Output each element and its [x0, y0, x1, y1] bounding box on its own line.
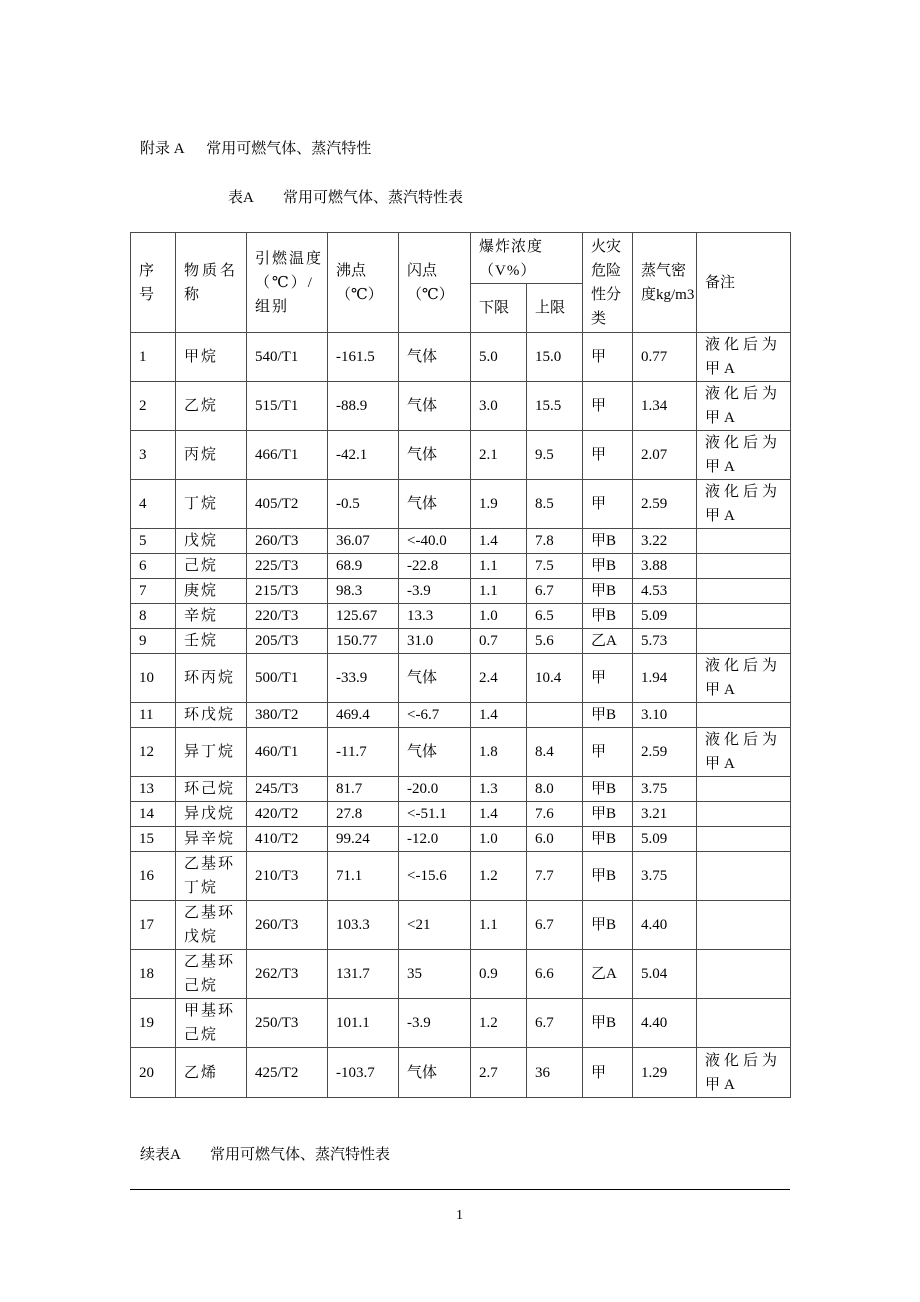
- header-upper: 上限: [527, 284, 583, 333]
- flammable-gas-table: [130, 232, 791, 1098]
- table-row: [131, 554, 791, 579]
- cell-ignition: 425/T2: [247, 1048, 328, 1098]
- cell-ignition: 500/T1: [247, 654, 328, 703]
- cell-upper: 7.8: [527, 529, 583, 554]
- footer-divider: [130, 1189, 790, 1190]
- cell-flash: 31.0: [399, 629, 471, 654]
- cell-note: [697, 629, 791, 654]
- cell-lower: 1.3: [471, 777, 527, 802]
- cell-upper: 6.7: [527, 579, 583, 604]
- cell-ignition: 540/T1: [247, 333, 328, 382]
- cell-lower: 1.4: [471, 703, 527, 728]
- cell-lower: 2.1: [471, 431, 527, 480]
- cell-lower: 1.1: [471, 554, 527, 579]
- cell-hazard: 甲: [583, 333, 633, 382]
- cell-boiling: 36.07: [328, 529, 399, 554]
- table-row: [131, 999, 791, 1048]
- cell-name: 丙烷: [176, 431, 247, 480]
- header-explosion: 爆炸浓度（V%）: [471, 233, 583, 284]
- cell-flash: -20.0: [399, 777, 471, 802]
- cell-flash: 气体: [399, 431, 471, 480]
- cell-flash: 气体: [399, 480, 471, 529]
- cell-hazard: 甲B: [583, 579, 633, 604]
- cell-ignition: 205/T3: [247, 629, 328, 654]
- cell-ignition: 405/T2: [247, 480, 328, 529]
- cell-note: [697, 852, 791, 901]
- cell-boiling: 103.3: [328, 901, 399, 950]
- cell-ignition: 420/T2: [247, 802, 328, 827]
- cell-lower: 1.9: [471, 480, 527, 529]
- page-number: 1: [456, 1208, 463, 1223]
- table-row: [131, 852, 791, 901]
- cell-lower: 3.0: [471, 382, 527, 431]
- cell-boiling: 98.3: [328, 579, 399, 604]
- table-row: [131, 333, 791, 382]
- cell-note: 液化后为甲A: [697, 382, 791, 431]
- cell-upper: 6.5: [527, 604, 583, 629]
- cell-hazard: 甲B: [583, 827, 633, 852]
- table-row: [131, 728, 791, 777]
- cell-hazard: 甲: [583, 654, 633, 703]
- cell-no: 15: [131, 827, 176, 852]
- cell-no: 11: [131, 703, 176, 728]
- cell-name: 庚烷: [176, 579, 247, 604]
- cell-note: [697, 604, 791, 629]
- cell-note: [697, 999, 791, 1048]
- cell-upper: 5.6: [527, 629, 583, 654]
- cell-hazard: 甲B: [583, 999, 633, 1048]
- cell-hazard: 甲B: [583, 703, 633, 728]
- cell-name: 丁烷: [176, 480, 247, 529]
- cell-density: 4.53: [633, 579, 697, 604]
- cell-hazard: 乙A: [583, 950, 633, 999]
- table-row: [131, 777, 791, 802]
- cell-ignition: 260/T3: [247, 901, 328, 950]
- table-row: [131, 629, 791, 654]
- cell-lower: 1.4: [471, 529, 527, 554]
- table-row: [131, 901, 791, 950]
- header-note: 备注: [697, 233, 791, 333]
- table-title: 表A 常用可燃气体、蒸汽特性表: [228, 190, 464, 206]
- cell-flash: -22.8: [399, 554, 471, 579]
- cell-no: 20: [131, 1048, 176, 1098]
- cell-flash: -3.9: [399, 579, 471, 604]
- cell-ignition: 260/T3: [247, 529, 328, 554]
- cell-upper: 6.6: [527, 950, 583, 999]
- header-name: 物质名称: [176, 233, 247, 333]
- cell-lower: 1.1: [471, 901, 527, 950]
- cell-ignition: 225/T3: [247, 554, 328, 579]
- cell-note: 液化后为甲A: [697, 480, 791, 529]
- cell-upper: 7.6: [527, 802, 583, 827]
- cell-ignition: 380/T2: [247, 703, 328, 728]
- cell-hazard: 甲: [583, 728, 633, 777]
- table-row: [131, 604, 791, 629]
- cell-hazard: 甲: [583, 480, 633, 529]
- cell-name: 辛烷: [176, 604, 247, 629]
- header-no: 序号: [131, 233, 176, 333]
- cell-lower: 1.0: [471, 827, 527, 852]
- cell-no: 13: [131, 777, 176, 802]
- cell-name: 甲烷: [176, 333, 247, 382]
- cell-lower: 5.0: [471, 333, 527, 382]
- cell-lower: 1.8: [471, 728, 527, 777]
- cell-boiling: 101.1: [328, 999, 399, 1048]
- cell-lower: 2.7: [471, 1048, 527, 1098]
- cell-note: 液化后为甲A: [697, 333, 791, 382]
- cell-hazard: 甲: [583, 1048, 633, 1098]
- header-ignition: 引燃温度（℃）/组别: [247, 233, 328, 333]
- cell-lower: 0.7: [471, 629, 527, 654]
- cell-no: 4: [131, 480, 176, 529]
- cell-note: [697, 777, 791, 802]
- cell-upper: 8.0: [527, 777, 583, 802]
- cell-density: 1.29: [633, 1048, 697, 1098]
- cell-ignition: 245/T3: [247, 777, 328, 802]
- cell-lower: 1.2: [471, 852, 527, 901]
- cell-flash: 气体: [399, 728, 471, 777]
- cell-no: 2: [131, 382, 176, 431]
- table-row: [131, 480, 791, 529]
- continued-table-title: 续表A 常用可燃气体、蒸汽特性表: [140, 1147, 391, 1163]
- cell-name: 异辛烷: [176, 827, 247, 852]
- cell-boiling: 469.4: [328, 703, 399, 728]
- cell-no: 9: [131, 629, 176, 654]
- table-row: [131, 1048, 791, 1098]
- cell-no: 17: [131, 901, 176, 950]
- table-row: [131, 802, 791, 827]
- cell-ignition: 220/T3: [247, 604, 328, 629]
- cell-boiling: 131.7: [328, 950, 399, 999]
- table-row: [131, 579, 791, 604]
- cell-density: 3.88: [633, 554, 697, 579]
- cell-no: 1: [131, 333, 176, 382]
- cell-ignition: 466/T1: [247, 431, 328, 480]
- cell-boiling: -42.1: [328, 431, 399, 480]
- cell-no: 3: [131, 431, 176, 480]
- cell-no: 18: [131, 950, 176, 999]
- cell-no: 5: [131, 529, 176, 554]
- cell-note: [697, 554, 791, 579]
- cell-flash: 气体: [399, 654, 471, 703]
- cell-boiling: 150.77: [328, 629, 399, 654]
- cell-boiling: -0.5: [328, 480, 399, 529]
- cell-boiling: 71.1: [328, 852, 399, 901]
- cell-note: 液化后为甲A: [697, 431, 791, 480]
- cell-upper: 8.5: [527, 480, 583, 529]
- cell-flash: <-51.1: [399, 802, 471, 827]
- cell-name: 异戊烷: [176, 802, 247, 827]
- cell-no: 16: [131, 852, 176, 901]
- cell-name: 环戊烷: [176, 703, 247, 728]
- cell-lower: 1.0: [471, 604, 527, 629]
- cell-density: 3.75: [633, 852, 697, 901]
- cell-boiling: -11.7: [328, 728, 399, 777]
- cell-flash: 气体: [399, 1048, 471, 1098]
- table-row: [131, 950, 791, 999]
- cell-hazard: 甲B: [583, 777, 633, 802]
- cell-boiling: 99.24: [328, 827, 399, 852]
- cell-name: 乙基环戊烷: [176, 901, 247, 950]
- cell-hazard: 甲: [583, 382, 633, 431]
- cell-lower: 0.9: [471, 950, 527, 999]
- cell-density: 2.07: [633, 431, 697, 480]
- header-boiling: 沸点（℃）: [328, 233, 399, 333]
- cell-upper: 7.5: [527, 554, 583, 579]
- cell-hazard: 乙A: [583, 629, 633, 654]
- cell-upper: 10.4: [527, 654, 583, 703]
- cell-density: 3.10: [633, 703, 697, 728]
- cell-upper: 15.0: [527, 333, 583, 382]
- cell-ignition: 460/T1: [247, 728, 328, 777]
- table-row: [131, 382, 791, 431]
- cell-upper: 6.7: [527, 901, 583, 950]
- cell-density: 3.22: [633, 529, 697, 554]
- cell-density: 2.59: [633, 728, 697, 777]
- cell-density: 4.40: [633, 901, 697, 950]
- cell-flash: <-40.0: [399, 529, 471, 554]
- cell-ignition: 250/T3: [247, 999, 328, 1048]
- appendix-heading: 附录 A 常用可燃气体、蒸汽特性: [140, 141, 372, 157]
- cell-note: [697, 950, 791, 999]
- cell-upper: 36: [527, 1048, 583, 1098]
- cell-name: 甲基环己烷: [176, 999, 247, 1048]
- cell-density: 3.21: [633, 802, 697, 827]
- cell-hazard: 甲: [583, 431, 633, 480]
- cell-flash: 气体: [399, 333, 471, 382]
- cell-name: 乙烷: [176, 382, 247, 431]
- header-flash: 闪点（℃）: [399, 233, 471, 333]
- cell-density: 5.09: [633, 827, 697, 852]
- cell-name: 乙烯: [176, 1048, 247, 1098]
- cell-density: 5.09: [633, 604, 697, 629]
- cell-density: 3.75: [633, 777, 697, 802]
- table-row: [131, 529, 791, 554]
- cell-note: 液化后为甲A: [697, 1048, 791, 1098]
- cell-name: 乙基环丁烷: [176, 852, 247, 901]
- cell-boiling: -33.9: [328, 654, 399, 703]
- cell-flash: <21: [399, 901, 471, 950]
- cell-note: [697, 579, 791, 604]
- cell-flash: 13.3: [399, 604, 471, 629]
- cell-name: 乙基环己烷: [176, 950, 247, 999]
- cell-hazard: 甲B: [583, 604, 633, 629]
- cell-upper: 8.4: [527, 728, 583, 777]
- header-density: 蒸气密度kg/m3: [633, 233, 697, 333]
- cell-flash: 35: [399, 950, 471, 999]
- cell-density: 4.40: [633, 999, 697, 1048]
- cell-note: 液化后为甲A: [697, 654, 791, 703]
- cell-boiling: 68.9: [328, 554, 399, 579]
- cell-boiling: 27.8: [328, 802, 399, 827]
- cell-no: 19: [131, 999, 176, 1048]
- cell-flash: -3.9: [399, 999, 471, 1048]
- cell-note: [697, 802, 791, 827]
- cell-name: 环己烷: [176, 777, 247, 802]
- cell-boiling: 81.7: [328, 777, 399, 802]
- cell-upper: 7.7: [527, 852, 583, 901]
- cell-ignition: 210/T3: [247, 852, 328, 901]
- cell-density: 1.34: [633, 382, 697, 431]
- cell-note: [697, 529, 791, 554]
- cell-density: 1.94: [633, 654, 697, 703]
- cell-hazard: 甲B: [583, 529, 633, 554]
- header-lower: 下限: [471, 284, 527, 333]
- cell-density: 5.04: [633, 950, 697, 999]
- cell-ignition: 215/T3: [247, 579, 328, 604]
- table-row: [131, 431, 791, 480]
- cell-upper: 6.0: [527, 827, 583, 852]
- cell-name: 己烷: [176, 554, 247, 579]
- cell-note: [697, 827, 791, 852]
- cell-boiling: -88.9: [328, 382, 399, 431]
- cell-ignition: 262/T3: [247, 950, 328, 999]
- cell-lower: 1.4: [471, 802, 527, 827]
- cell-lower: 2.4: [471, 654, 527, 703]
- cell-upper: 6.7: [527, 999, 583, 1048]
- cell-no: 8: [131, 604, 176, 629]
- cell-ignition: 515/T1: [247, 382, 328, 431]
- cell-note: [697, 703, 791, 728]
- cell-no: 6: [131, 554, 176, 579]
- cell-boiling: -161.5: [328, 333, 399, 382]
- cell-hazard: 甲B: [583, 554, 633, 579]
- cell-note: [697, 901, 791, 950]
- cell-hazard: 甲B: [583, 901, 633, 950]
- cell-hazard: 甲B: [583, 802, 633, 827]
- cell-flash: <-6.7: [399, 703, 471, 728]
- cell-hazard: 甲B: [583, 852, 633, 901]
- cell-lower: 1.1: [471, 579, 527, 604]
- table-row: [131, 827, 791, 852]
- cell-upper: 15.5: [527, 382, 583, 431]
- header-hazard: 火灾危险性分类: [583, 233, 633, 333]
- cell-upper: 9.5: [527, 431, 583, 480]
- cell-boiling: -103.7: [328, 1048, 399, 1098]
- cell-ignition: 410/T2: [247, 827, 328, 852]
- cell-no: 10: [131, 654, 176, 703]
- cell-flash: <-15.6: [399, 852, 471, 901]
- cell-no: 7: [131, 579, 176, 604]
- cell-density: 5.73: [633, 629, 697, 654]
- table-row: [131, 654, 791, 703]
- cell-no: 14: [131, 802, 176, 827]
- cell-name: 戊烷: [176, 529, 247, 554]
- cell-density: 0.77: [633, 333, 697, 382]
- cell-lower: 1.2: [471, 999, 527, 1048]
- cell-name: 壬烷: [176, 629, 247, 654]
- cell-flash: -12.0: [399, 827, 471, 852]
- table-row: [131, 703, 791, 728]
- cell-no: 12: [131, 728, 176, 777]
- cell-name: 环丙烷: [176, 654, 247, 703]
- cell-boiling: 125.67: [328, 604, 399, 629]
- cell-flash: 气体: [399, 382, 471, 431]
- cell-name: 异丁烷: [176, 728, 247, 777]
- cell-density: 2.59: [633, 480, 697, 529]
- cell-upper: [527, 703, 583, 728]
- cell-note: 液化后为甲A: [697, 728, 791, 777]
